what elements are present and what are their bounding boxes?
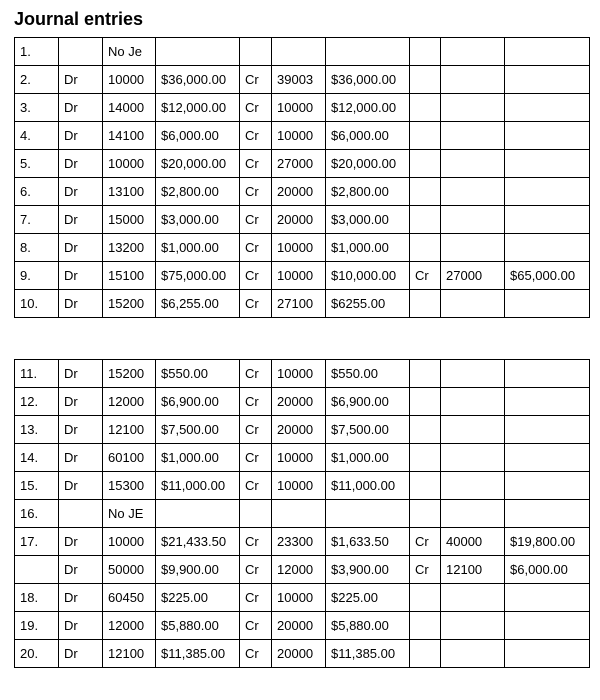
credit-amount-cell: $3,900.00 xyxy=(326,556,410,584)
debit-account-cell: No JE xyxy=(103,500,156,528)
entry-number-cell: 9. xyxy=(15,262,59,290)
journal-row xyxy=(15,640,590,668)
credit-2-marker-cell: Cr xyxy=(410,556,441,584)
credit-2-amount-cell xyxy=(505,178,590,206)
entry-number-cell: 4. xyxy=(15,122,59,150)
debit-marker-cell: Dr xyxy=(59,206,103,234)
credit-account-cell xyxy=(272,38,326,66)
debit-account-cell: 60450 xyxy=(103,584,156,612)
credit-marker-cell xyxy=(240,38,272,66)
journal-row xyxy=(15,38,590,66)
debit-account-cell: 12100 xyxy=(103,640,156,668)
credit-account-cell xyxy=(272,500,326,528)
credit-2-account-cell xyxy=(441,612,505,640)
credit-2-account-cell xyxy=(441,290,505,318)
debit-account-cell: 12000 xyxy=(103,612,156,640)
credit-amount-cell: $36,000.00 xyxy=(326,66,410,94)
credit-account-cell: 10000 xyxy=(272,360,326,388)
credit-marker-cell: Cr xyxy=(240,94,272,122)
journal-row xyxy=(15,66,590,94)
credit-2-amount-cell: $19,800.00 xyxy=(505,528,590,556)
journal-row xyxy=(15,388,590,416)
credit-2-account-cell xyxy=(441,388,505,416)
credit-marker-cell: Cr xyxy=(240,122,272,150)
credit-amount-cell: $20,000.00 xyxy=(326,150,410,178)
debit-marker-cell: Dr xyxy=(59,556,103,584)
entry-number-cell: 3. xyxy=(15,94,59,122)
credit-2-account-cell xyxy=(441,444,505,472)
journal-row xyxy=(15,416,590,444)
entry-number-cell: 7. xyxy=(15,206,59,234)
credit-2-marker-cell xyxy=(410,94,441,122)
credit-2-amount-cell xyxy=(505,122,590,150)
credit-amount-cell: $6,900.00 xyxy=(326,388,410,416)
credit-account-cell: 10000 xyxy=(272,444,326,472)
debit-account-cell: 14000 xyxy=(103,94,156,122)
credit-account-cell: 10000 xyxy=(272,472,326,500)
credit-2-amount-cell xyxy=(505,360,590,388)
credit-2-account-cell xyxy=(441,122,505,150)
debit-amount-cell: $36,000.00 xyxy=(156,66,240,94)
debit-account-cell: 60100 xyxy=(103,444,156,472)
credit-2-account-cell: 12100 xyxy=(441,556,505,584)
credit-2-account-cell xyxy=(441,206,505,234)
debit-amount-cell: $21,433.50 xyxy=(156,528,240,556)
debit-marker-cell: Dr xyxy=(59,262,103,290)
credit-amount-cell: $7,500.00 xyxy=(326,416,410,444)
credit-2-amount-cell xyxy=(505,38,590,66)
debit-marker-cell: Dr xyxy=(59,122,103,150)
credit-marker-cell xyxy=(240,500,272,528)
debit-account-cell: 13200 xyxy=(103,234,156,262)
journal-table-2 xyxy=(14,359,590,668)
credit-marker-cell: Cr xyxy=(240,472,272,500)
debit-marker-cell: Dr xyxy=(59,612,103,640)
credit-2-account-cell xyxy=(441,640,505,668)
credit-2-amount-cell xyxy=(505,206,590,234)
credit-2-account-cell xyxy=(441,584,505,612)
journal-row xyxy=(15,528,590,556)
page-title: Journal entries xyxy=(14,9,144,29)
journal-row xyxy=(15,556,590,584)
credit-2-amount-cell xyxy=(505,150,590,178)
credit-2-account-cell: 27000 xyxy=(441,262,505,290)
credit-2-amount-cell xyxy=(505,290,590,318)
credit-2-marker-cell xyxy=(410,206,441,234)
credit-2-marker-cell xyxy=(410,584,441,612)
credit-amount-cell: $5,880.00 xyxy=(326,612,410,640)
credit-amount-cell: $1,000.00 xyxy=(326,234,410,262)
journal-row xyxy=(15,612,590,640)
credit-2-amount-cell: $65,000.00 xyxy=(505,262,590,290)
credit-2-account-cell xyxy=(441,66,505,94)
debit-amount-cell: $20,000.00 xyxy=(156,150,240,178)
credit-amount-cell: $2,800.00 xyxy=(326,178,410,206)
debit-amount-cell: $2,800.00 xyxy=(156,178,240,206)
debit-marker-cell: Dr xyxy=(59,290,103,318)
credit-account-cell: 23300 xyxy=(272,528,326,556)
credit-2-marker-cell xyxy=(410,38,441,66)
credit-2-amount-cell xyxy=(505,94,590,122)
journal-row xyxy=(15,206,590,234)
debit-amount-cell: $75,000.00 xyxy=(156,262,240,290)
debit-amount-cell xyxy=(156,500,240,528)
credit-2-amount-cell xyxy=(505,66,590,94)
credit-amount-cell: $1,000.00 xyxy=(326,444,410,472)
entry-number-cell: 11. xyxy=(15,360,59,388)
credit-2-marker-cell xyxy=(410,290,441,318)
credit-2-amount-cell xyxy=(505,388,590,416)
credit-account-cell: 20000 xyxy=(272,640,326,668)
debit-account-cell: 13100 xyxy=(103,178,156,206)
credit-marker-cell: Cr xyxy=(240,290,272,318)
credit-marker-cell: Cr xyxy=(240,556,272,584)
credit-marker-cell: Cr xyxy=(240,262,272,290)
debit-marker-cell: Dr xyxy=(59,388,103,416)
credit-2-account-cell xyxy=(441,416,505,444)
credit-marker-cell: Cr xyxy=(240,416,272,444)
journal-row xyxy=(15,360,590,388)
debit-marker-cell: Dr xyxy=(59,94,103,122)
journal-row xyxy=(15,472,590,500)
entry-number-cell: 13. xyxy=(15,416,59,444)
credit-amount-cell: $6,000.00 xyxy=(326,122,410,150)
credit-marker-cell: Cr xyxy=(240,150,272,178)
credit-account-cell: 39003 xyxy=(272,66,326,94)
credit-account-cell: 10000 xyxy=(272,584,326,612)
debit-marker-cell: Dr xyxy=(59,360,103,388)
credit-marker-cell: Cr xyxy=(240,178,272,206)
journal-row xyxy=(15,150,590,178)
credit-account-cell: 27100 xyxy=(272,290,326,318)
credit-account-cell: 12000 xyxy=(272,556,326,584)
debit-amount-cell: $9,900.00 xyxy=(156,556,240,584)
credit-2-amount-cell xyxy=(505,584,590,612)
debit-account-cell: 12100 xyxy=(103,416,156,444)
credit-2-marker-cell xyxy=(410,472,441,500)
debit-account-cell: 15200 xyxy=(103,290,156,318)
credit-2-marker-cell xyxy=(410,612,441,640)
debit-marker-cell: Dr xyxy=(59,444,103,472)
credit-account-cell: 10000 xyxy=(272,234,326,262)
credit-2-marker-cell xyxy=(410,234,441,262)
debit-marker-cell: Dr xyxy=(59,584,103,612)
credit-account-cell: 20000 xyxy=(272,416,326,444)
credit-marker-cell: Cr xyxy=(240,528,272,556)
credit-marker-cell: Cr xyxy=(240,388,272,416)
debit-amount-cell: $5,880.00 xyxy=(156,612,240,640)
credit-account-cell: 20000 xyxy=(272,388,326,416)
entry-number-cell: 14. xyxy=(15,444,59,472)
credit-2-amount-cell xyxy=(505,234,590,262)
credit-2-marker-cell: Cr xyxy=(410,262,441,290)
credit-2-marker-cell xyxy=(410,388,441,416)
credit-amount-cell xyxy=(326,500,410,528)
debit-marker-cell: Dr xyxy=(59,416,103,444)
credit-2-amount-cell: $6,000.00 xyxy=(505,556,590,584)
journal-row xyxy=(15,234,590,262)
credit-account-cell: 10000 xyxy=(272,122,326,150)
entry-number-cell: 20. xyxy=(15,640,59,668)
journal-row xyxy=(15,262,590,290)
debit-account-cell: 15300 xyxy=(103,472,156,500)
entry-number-cell: 15. xyxy=(15,472,59,500)
debit-marker-cell: Dr xyxy=(59,66,103,94)
credit-amount-cell: $10,000.00 xyxy=(326,262,410,290)
debit-amount-cell: $1,000.00 xyxy=(156,234,240,262)
debit-marker-cell: Dr xyxy=(59,472,103,500)
credit-2-account-cell xyxy=(441,472,505,500)
debit-amount-cell: $12,000.00 xyxy=(156,94,240,122)
credit-amount-cell: $3,000.00 xyxy=(326,206,410,234)
entry-number-cell: 6. xyxy=(15,178,59,206)
credit-marker-cell: Cr xyxy=(240,584,272,612)
entry-number-cell: 5. xyxy=(15,150,59,178)
credit-2-marker-cell xyxy=(410,416,441,444)
credit-2-amount-cell xyxy=(505,444,590,472)
journal-row xyxy=(15,500,590,528)
credit-2-account-cell xyxy=(441,500,505,528)
credit-marker-cell: Cr xyxy=(240,612,272,640)
credit-2-account-cell xyxy=(441,150,505,178)
debit-account-cell: 12000 xyxy=(103,388,156,416)
credit-2-marker-cell xyxy=(410,360,441,388)
credit-2-account-cell xyxy=(441,178,505,206)
credit-amount-cell: $6255.00 xyxy=(326,290,410,318)
debit-marker-cell: Dr xyxy=(59,640,103,668)
debit-marker-cell: Dr xyxy=(59,528,103,556)
credit-2-account-cell xyxy=(441,360,505,388)
journal-row xyxy=(15,290,590,318)
credit-amount-cell xyxy=(326,38,410,66)
credit-account-cell: 20000 xyxy=(272,612,326,640)
debit-account-cell: 15000 xyxy=(103,206,156,234)
debit-amount-cell: $6,900.00 xyxy=(156,388,240,416)
journal-row xyxy=(15,178,590,206)
debit-amount-cell: $6,000.00 xyxy=(156,122,240,150)
credit-marker-cell: Cr xyxy=(240,640,272,668)
journal-table-1 xyxy=(14,37,590,318)
journal-row xyxy=(15,122,590,150)
debit-amount-cell: $550.00 xyxy=(156,360,240,388)
journal-row xyxy=(15,444,590,472)
debit-amount-cell: $7,500.00 xyxy=(156,416,240,444)
debit-marker-cell: Dr xyxy=(59,150,103,178)
debit-amount-cell: $6,255.00 xyxy=(156,290,240,318)
credit-amount-cell: $550.00 xyxy=(326,360,410,388)
entry-number-cell: 2. xyxy=(15,66,59,94)
debit-amount-cell: $3,000.00 xyxy=(156,206,240,234)
debit-marker-cell xyxy=(59,38,103,66)
debit-account-cell: No Je xyxy=(103,38,156,66)
credit-2-marker-cell xyxy=(410,122,441,150)
credit-account-cell: 20000 xyxy=(272,206,326,234)
credit-marker-cell: Cr xyxy=(240,234,272,262)
debit-account-cell: 14100 xyxy=(103,122,156,150)
debit-account-cell: 15200 xyxy=(103,360,156,388)
credit-marker-cell: Cr xyxy=(240,444,272,472)
debit-account-cell: 50000 xyxy=(103,556,156,584)
journal-row xyxy=(15,584,590,612)
entry-number-cell: 18. xyxy=(15,584,59,612)
debit-account-cell: 10000 xyxy=(103,528,156,556)
entry-number-cell: 8. xyxy=(15,234,59,262)
entry-number-cell: 16. xyxy=(15,500,59,528)
credit-2-amount-cell xyxy=(505,640,590,668)
credit-amount-cell: $12,000.00 xyxy=(326,94,410,122)
debit-account-cell: 15100 xyxy=(103,262,156,290)
entry-number-cell: 19. xyxy=(15,612,59,640)
credit-2-marker-cell xyxy=(410,178,441,206)
debit-marker-cell xyxy=(59,500,103,528)
credit-2-account-cell xyxy=(441,38,505,66)
credit-2-marker-cell xyxy=(410,66,441,94)
debit-account-cell: 10000 xyxy=(103,150,156,178)
credit-2-account-cell: 40000 xyxy=(441,528,505,556)
debit-amount-cell: $11,000.00 xyxy=(156,472,240,500)
credit-account-cell: 20000 xyxy=(272,178,326,206)
credit-marker-cell: Cr xyxy=(240,66,272,94)
credit-2-marker-cell xyxy=(410,444,441,472)
credit-account-cell: 27000 xyxy=(272,150,326,178)
credit-2-account-cell xyxy=(441,234,505,262)
credit-2-amount-cell xyxy=(505,416,590,444)
credit-2-account-cell xyxy=(441,94,505,122)
credit-account-cell: 10000 xyxy=(272,262,326,290)
credit-account-cell: 10000 xyxy=(272,94,326,122)
entry-number-cell: 10. xyxy=(15,290,59,318)
credit-2-marker-cell: Cr xyxy=(410,528,441,556)
debit-amount-cell: $225.00 xyxy=(156,584,240,612)
debit-amount-cell: $11,385.00 xyxy=(156,640,240,668)
credit-2-marker-cell xyxy=(410,500,441,528)
credit-2-amount-cell xyxy=(505,500,590,528)
credit-amount-cell: $11,000.00 xyxy=(326,472,410,500)
entry-number-cell: 12. xyxy=(15,388,59,416)
debit-amount-cell: $1,000.00 xyxy=(156,444,240,472)
credit-marker-cell: Cr xyxy=(240,206,272,234)
debit-marker-cell: Dr xyxy=(59,178,103,206)
credit-amount-cell: $225.00 xyxy=(326,584,410,612)
credit-amount-cell: $11,385.00 xyxy=(326,640,410,668)
entry-number-cell xyxy=(15,556,59,584)
entry-number-cell: 1. xyxy=(15,38,59,66)
credit-2-marker-cell xyxy=(410,640,441,668)
debit-amount-cell xyxy=(156,38,240,66)
journal-row xyxy=(15,94,590,122)
debit-marker-cell: Dr xyxy=(59,234,103,262)
entry-number-cell: 17. xyxy=(15,528,59,556)
debit-account-cell: 10000 xyxy=(103,66,156,94)
credit-2-amount-cell xyxy=(505,472,590,500)
credit-amount-cell: $1,633.50 xyxy=(326,528,410,556)
credit-marker-cell: Cr xyxy=(240,360,272,388)
credit-2-amount-cell xyxy=(505,612,590,640)
credit-2-marker-cell xyxy=(410,150,441,178)
